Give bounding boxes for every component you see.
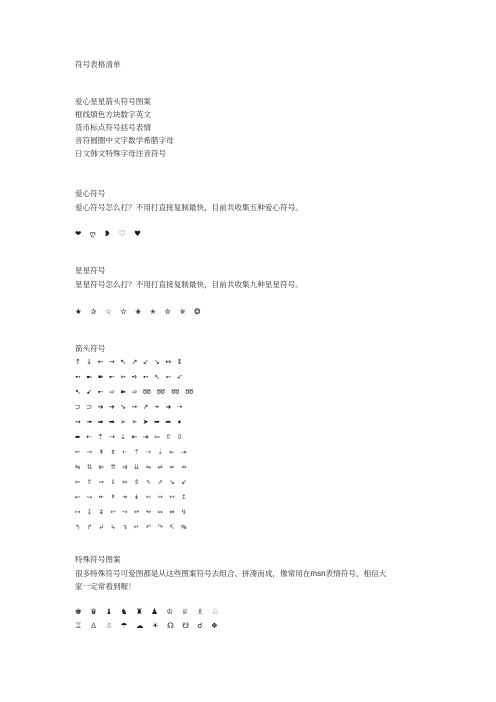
arrow-row: ➨ ⇠ ⇡ ⇢ ⇣ ⇤ ⇥ ⇦ ⇧ ⇩ [75, 433, 185, 441]
special-heading: 特殊符号图案 [75, 555, 121, 564]
category-item: 日文韩文特殊字母注音符号 [75, 149, 167, 158]
special-description [75, 569, 386, 579]
arrow-row: ↦ ↧ ↨ ↩ ↪ ↫ ↬ ↭ ↮ ↯ [75, 508, 189, 516]
document-title: 符号表格清单 [75, 60, 121, 69]
arrow-row: ➷ ➹ ➸ ➾ ➽ ➾ ➿ ➿ ➿ ➿ [75, 388, 196, 396]
arrow-row: ↰ ↱ ↲ ↳ ↴ ↵ ↶ ↷ ↸ ↹ [75, 523, 189, 531]
star-description: 星星符号怎么打？不用打直接复制最快，目前共收集九种星星符号。 [75, 280, 303, 289]
category-item: 爱心星星箭头符号图案 [75, 97, 151, 106]
category-item: 音符圆圈中文字数学希腊字母 [75, 136, 174, 145]
heart-symbols: ❤ ღ ❥ ♡ ♥ [75, 229, 144, 238]
star-heading: 星星符号 [75, 266, 106, 275]
arrow-heading: 箭头符号 [75, 344, 106, 353]
arrow-row: ⇐ ⇑ ⇒ ⇓ ⇔ ⇕ ⇖ ⇗ ⇘ ⇙ [75, 478, 189, 486]
arrow-row: ↜ ↝ ↞ ↟ ↠ ↡ ↢ ↣ ↤ ↥ [75, 493, 189, 501]
arrow-row: ➻ ➼ ➽ ➸ ➳ ➺ ➻ ➴ ➵ ➶ [75, 373, 185, 381]
arrow-row: ⇜ ⇝ ⇞ ⇟ ⇠ ⇡ ⇢ ⇣ ⇤ ⇥ [75, 448, 189, 456]
msn-text: msn [310, 569, 326, 578]
special-symbol-row: ♖ ♙ ☃ ☂ ☁ ☀ ☊ ☋ ☌ ❖ [75, 621, 221, 630]
arrow-row: ⇆ ⇅ ⇇ ⇈ ⇉ ⇊ ⇋ ⇌ ⇍ ⇏ [75, 463, 189, 471]
heart-description: 爱心符号怎么打？不用打直接复制最快，目前共收集五种爱心符号。 [75, 203, 303, 212]
arrow-row: ↑ ↓ ← → ↖ ↗ ↙ ↘ ↔ ↕ [75, 358, 185, 366]
special-description-continued: 家一定常看到喔！ [75, 582, 136, 591]
special-description-text: 表情符号，相信大 [325, 569, 387, 578]
special-symbol-row: ♚ ♛ ♝ ♞ ♜ ♟ ♔ ♕ ♗ ♘ [75, 607, 222, 616]
special-description-text: 很多特殊符号可爱图都是从这些图案符号去组合、拼凑而成，像常用在 [75, 569, 311, 578]
category-item: 框线填色方块数字英文 [75, 110, 151, 119]
category-item: 货币标点符号括号表情 [75, 123, 151, 132]
star-symbols: ★ ✰ ☆ ✫ ✬ ✭ ✮ ✯ ❂ [75, 307, 204, 316]
arrow-row: ⊃ ⊃ ➔ ➔ ➘ ➙ ➚ ➛ ➜ ➝ [75, 403, 185, 411]
arrow-row: ➞ ➟ ➠ ➡ ➢ ➣ ➤ ➥ ➦ ➧ [75, 418, 185, 426]
heart-heading: 爱心符号 [75, 189, 106, 198]
